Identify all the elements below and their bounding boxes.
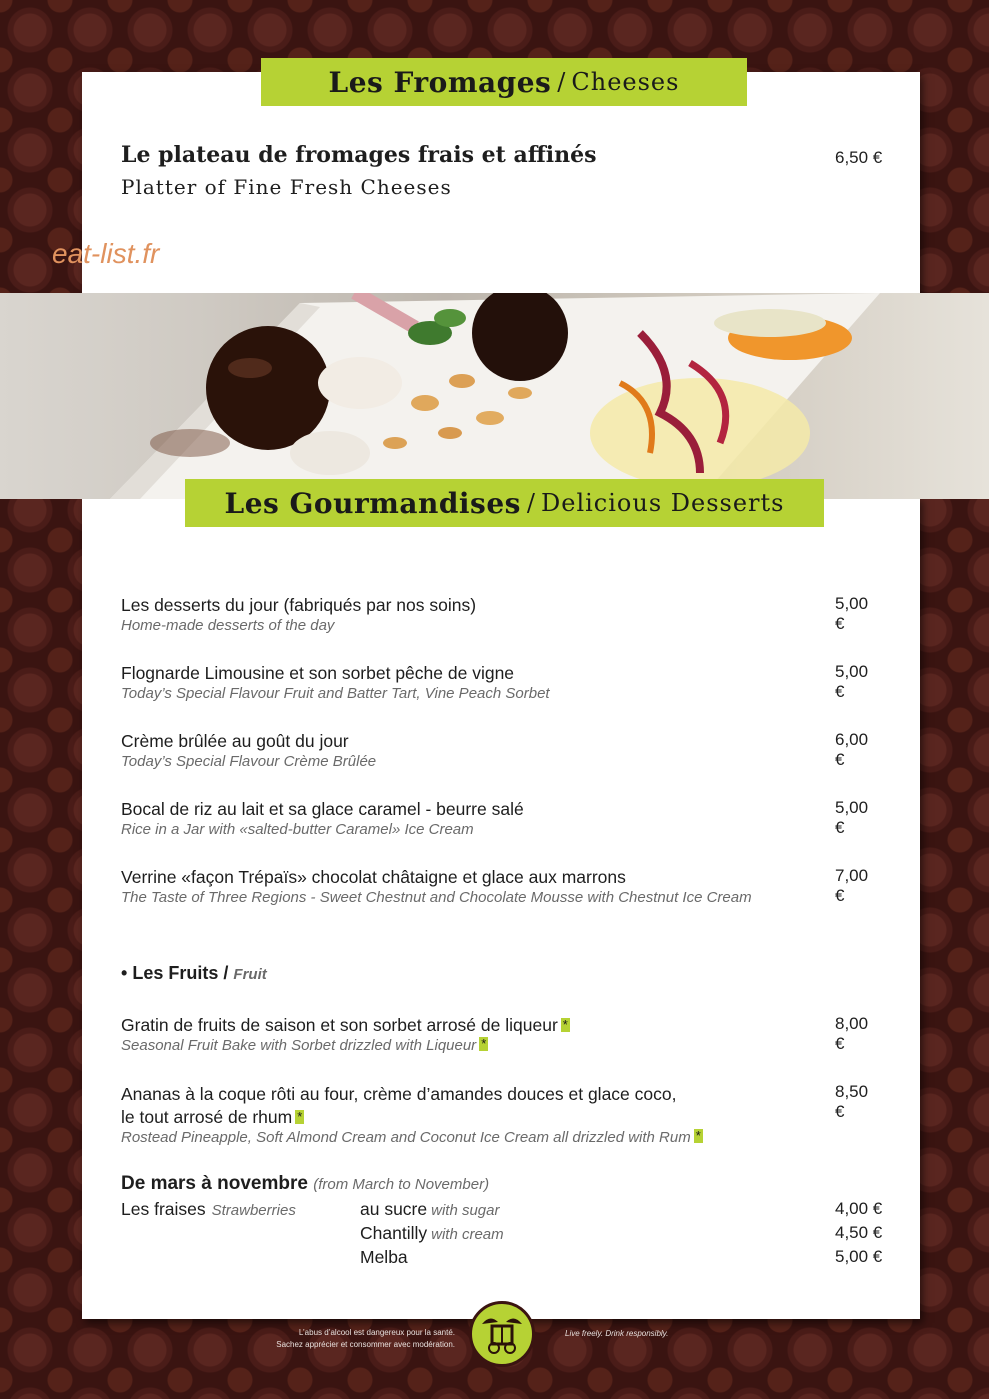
menu-item-name-line1: Ananas à la coque rôti au four, crème d’amandes douces et glace coco, [121,1084,677,1104]
option-price: 4,00 € [835,1199,883,1218]
menu-item-name: Bocal de riz au lait et sa glace caramel - beurre salé [121,799,524,819]
cheese-item-name: Le plateau de fromages frais et affinés [121,142,597,168]
strawberries-item [121,1199,296,1220]
menu-item-price: 8,00 € [835,1014,869,1053]
menu-item-translation: Home-made desserts of the day [121,617,335,634]
alcohol-warning [240,1327,455,1351]
dessert-heading-fr: Les Gourmandises [224,486,521,520]
menu-item-name: Verrine «façon Trépaïs» chocolat châtaigne et glace aux marrons [121,867,626,887]
menu-item-name-line2: le tout arrosé de rhum [121,1107,293,1127]
menu-item [121,594,881,635]
menu-item-translation: Today’s Special Flavour Fruit and Batter Tart, Vine Peach Sorbet [121,685,550,702]
heading-separator: / [223,963,229,983]
dessert-photo [0,293,989,499]
menu-item-price: 7,00 € [835,866,869,905]
menu-item [121,798,881,839]
alcohol-warning-line1: L’abus d’alcool est dangereux pour la santé. [298,1328,455,1337]
fruits-subheading [121,963,267,984]
menu-item-translation: The Taste of Three Regions - Sweet Chestnut and Chocolate Mousse with Chestnut Ice Cream [121,889,752,906]
restaurant-logo [469,1301,535,1367]
menu-item-translation: Seasonal Fruit Bake with Sorbet drizzled with Liqueur [121,1037,477,1054]
option-price: 5,00 € [835,1247,883,1266]
menu-item-translation: Rice in a Jar with «salted-butter Caramel» Ice Cream [121,821,474,838]
strawberries-translation: Strawberries [211,1202,296,1219]
strawberries-name: Les fraises [121,1199,206,1219]
drink-responsibly-slogan: Live freely. Drink responsibly. [565,1329,669,1338]
cheese-section-heading [261,58,747,106]
option-name: au sucre [360,1199,428,1219]
dessert-photo-illustration [0,293,989,499]
cheese-item-translation: Platter of Fine Fresh Cheeses [121,175,452,199]
menu-item-price: 5,00 € [835,662,869,701]
option-name: Melba [360,1247,408,1267]
alcohol-star-marker: * [297,1109,303,1124]
menu-item-name: Gratin de fruits de saison et son sorbet arrosé de liqueur [121,1015,558,1035]
menu-item-price: 6,00 € [835,730,869,769]
menu-item [121,730,881,771]
menu-item-name: Flognarde Limousine et son sorbet pêche de vigne [121,663,515,683]
fruits-heading-en: Fruit [233,966,267,983]
alcohol-star-marker: * [481,1036,487,1051]
cheese-heading-fr: Les Fromages [328,65,552,99]
option-translation: with sugar [431,1202,500,1219]
strawberry-option [360,1247,408,1268]
heading-separator: / [526,489,535,517]
menu-item [121,866,881,907]
strawberry-option [360,1223,504,1244]
menu-item [121,662,881,703]
dessert-heading-en: Delicious Desserts [541,489,785,517]
menu-item-price: 5,00 € [835,594,869,633]
bullet: • [121,963,128,983]
menu-item-price: 5,00 € [835,798,869,837]
alcohol-star-marker: * [695,1128,701,1143]
option-translation: with cream [431,1226,504,1243]
menu-item-price: 8,50 € [835,1082,869,1121]
menu-item [121,1014,881,1055]
fruits-heading-fr: Les Fruits [132,963,219,983]
alcohol-warning-line2: Sachez apprécier et consommer avec modération. [276,1340,455,1349]
seasonal-heading [121,1173,489,1195]
heading-separator: / [557,68,566,96]
seasonal-title: De mars à novembre [121,1173,308,1194]
alcohol-star-marker: * [562,1017,568,1032]
menu-item-translation: Today’s Special Flavour Crème Brûlée [121,753,377,770]
menu-item-name: Les desserts du jour (fabriqués par nos soins) [121,595,477,615]
option-name: Chantilly [360,1223,428,1243]
carriage-logo-icon [472,1304,532,1364]
cheese-heading-en: Cheeses [571,68,680,96]
option-price: 4,50 € [835,1223,883,1242]
seasonal-title-en: (from March to November) [313,1176,490,1193]
menu-item [121,1082,881,1147]
strawberry-option [360,1199,500,1220]
menu-item-translation: Rostead Pineapple, Soft Almond Cream and Coconut Ice Cream all drizzled with Rum [121,1129,691,1146]
dessert-section-heading [185,479,824,527]
cheese-item-price: 6,50 € [835,148,883,167]
menu-item-name: Crème brûlée au goût du jour [121,731,349,751]
watermark: eat-list.fr [52,238,160,269]
